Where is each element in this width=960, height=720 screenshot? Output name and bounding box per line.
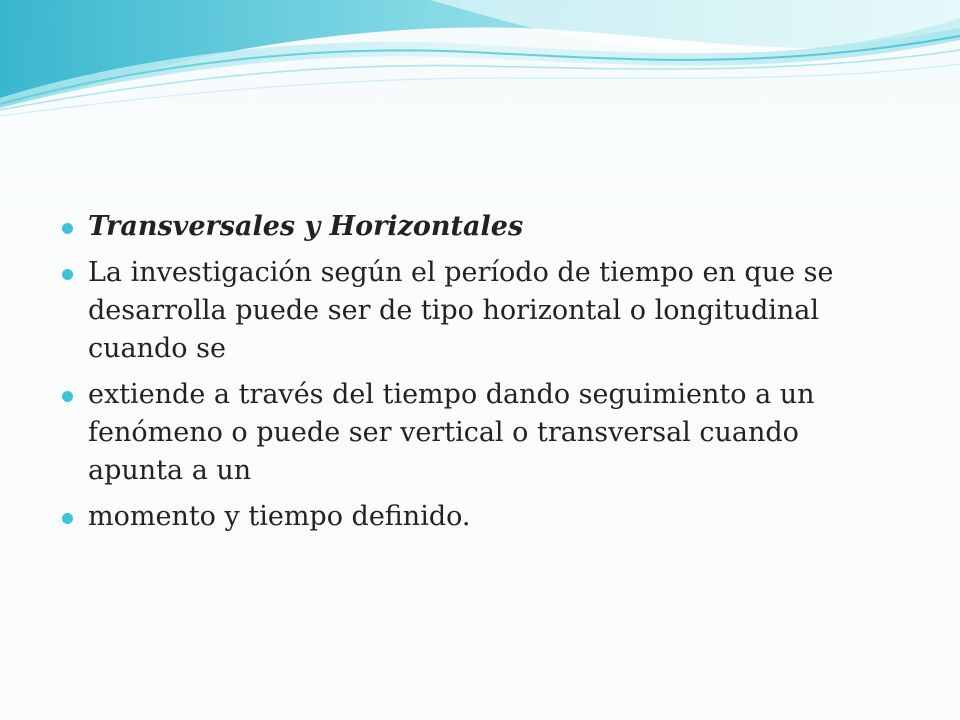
list-item	[62, 254, 902, 368]
bullet-list	[62, 208, 902, 536]
content-area	[62, 208, 902, 544]
bullet-text: extiende a través del tiempo dando seguimiento a un fenómeno o puede ser vertical o transversal cuando apunta a un	[88, 379, 815, 486]
list-item	[62, 376, 902, 490]
bullet-icon	[62, 513, 73, 524]
bullet-text: momento y tiempo definido.	[88, 501, 471, 532]
wave-header-decoration	[0, 0, 960, 130]
bullet-text: Transversales y Horizontales	[88, 211, 524, 242]
bullet-icon	[62, 223, 73, 234]
list-item	[62, 498, 902, 536]
list-item	[62, 208, 902, 246]
bullet-icon	[62, 391, 73, 402]
bullet-icon	[62, 269, 73, 280]
bullet-text: La investigación según el período de tiempo en que se desarrolla puede ser de tipo horizontal o longitudinal cuando se	[88, 257, 834, 364]
